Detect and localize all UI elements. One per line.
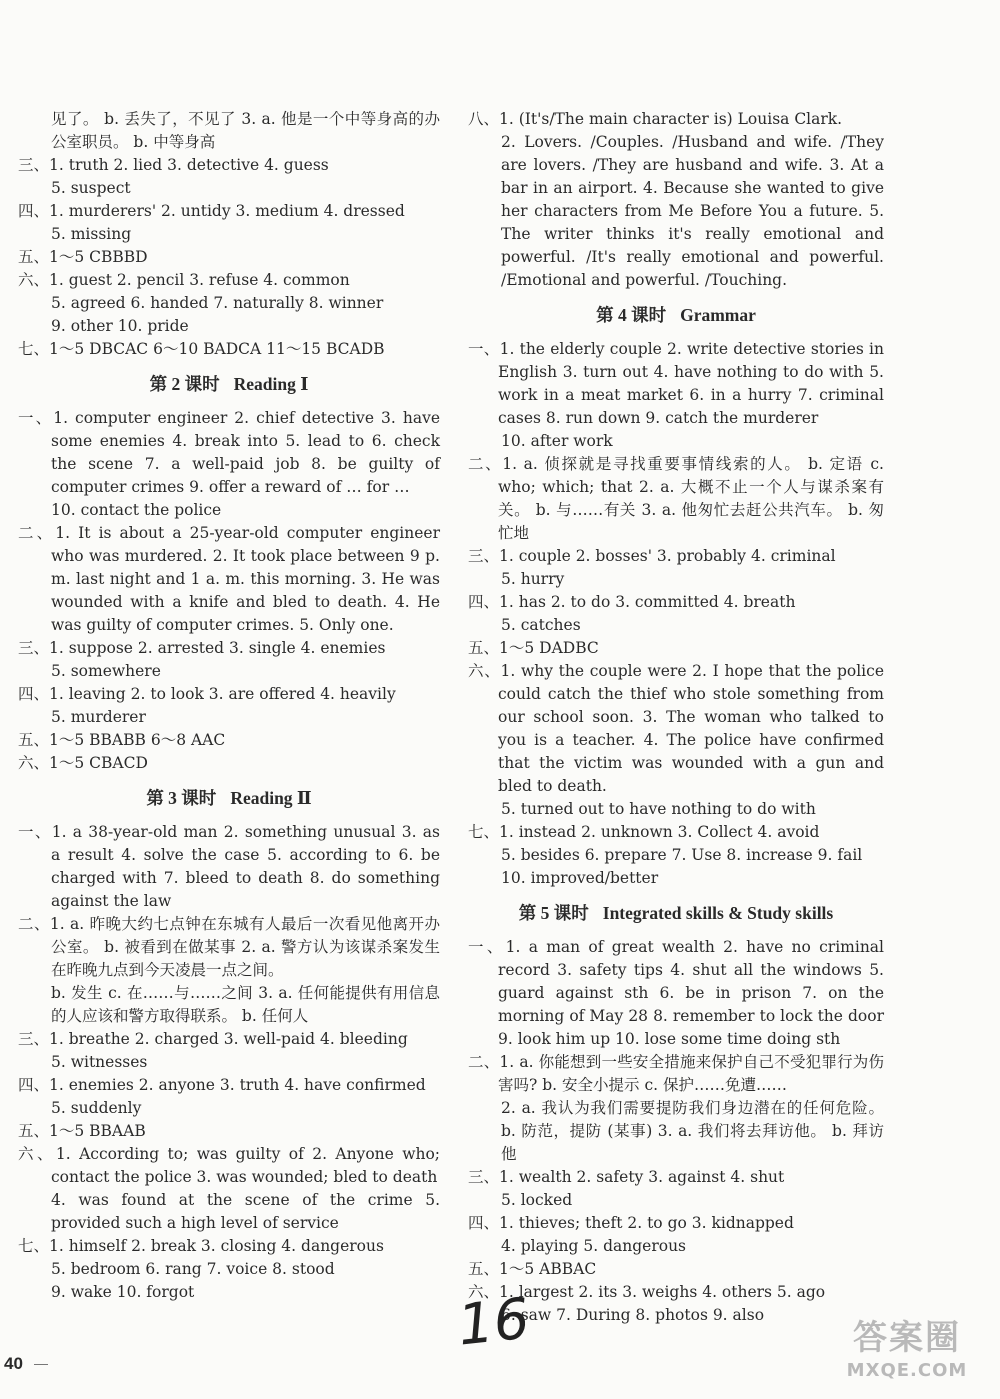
answer-line: 5. witnesses (51, 1053, 148, 1071)
answer-line: 三、1. wealth 2. safety 3. against 4. shut (468, 1168, 785, 1186)
answer-line: 四、1. leaving 2. to look 3. are offered 4. heavily (18, 685, 396, 703)
answer-line: 一、1. the elderly couple 2. write detective stories in English 3. turn out 4. have nothing to do with 5. work in a meat market 6. in a hurry 7. criminal cases 8. run down 9. catch the murderer (468, 340, 884, 427)
page-number: 40 (4, 1354, 23, 1373)
answer-line: 5. missing (51, 225, 132, 243)
answer-line: 二、1. It is about a 25-year-old computer engineer who was murdered. 2. It took place between 9 p. m. last night and 1 a. m. this morning. 3. He was wounded with a knife and bled to death. 4. He was guilty of computer crimes. 5. Only one. (18, 524, 440, 634)
answer-line: 5. agreed 6. handed 7. naturally 8. winner (51, 294, 384, 312)
answer-line: 七、1. himself 2. break 3. closing 4. dangerous (18, 1237, 384, 1255)
section-heading-lesson: 第 2 课时 (149, 374, 220, 394)
answer-line: 四、1. murderers' 2. untidy 3. medium 4. dressed (18, 202, 405, 220)
page-number-rule (34, 1364, 48, 1365)
answer-line: 六、1. According to; was guilty of 2. Anyone who; contact the police 3. was wounded; bled to death (18, 1145, 440, 1186)
section-heading (468, 898, 884, 928)
section-heading-title: Grammar (680, 305, 756, 325)
answer-line: 2. Lovers. /Couples. /Husband and wife. /They are lovers. /They are husband and wife. 3. At a bar in an airport. 4. Because she wanted to give her characters from Me Before You a future. 5. The writer thinks it's really emotional and powerful. /It's really emotional and powerful. /Emotional and powerful. /Touching. (501, 133, 884, 289)
watermark-bottom-text: MXQE.COM (846, 1360, 968, 1381)
answer-line: 四、1. thieves; theft 2. to go 3. kidnapped (468, 1214, 794, 1232)
answer-line: 六、1. largest 2. its 3. weighs 4. others 5. ago (468, 1283, 826, 1301)
answer-line: 5. bedroom 6. rang 7. voice 8. stood (51, 1260, 335, 1278)
section-heading-lesson: 第 4 课时 (596, 305, 667, 325)
answer-line: 10. after work (501, 432, 613, 450)
answer-line: 七、1～5 DBCAC 6～10 BADCA 11～15 BCADB (18, 340, 385, 358)
section-heading-title: Reading Ⅱ (230, 788, 312, 808)
answer-line: 八、1. (It's/The main character is) Louisa Clark. (468, 110, 843, 128)
answer-line: 5. murderer (51, 708, 146, 726)
answer-line: 10. improved/better (501, 869, 659, 887)
answer-line: 5. somewhere (51, 662, 161, 680)
answer-line: 三、1. truth 2. lied 3. detective 4. guess (18, 156, 329, 174)
answer-line: 四、1. enemies 2. anyone 3. truth 4. have confirmed (18, 1076, 426, 1094)
answer-line: 五、1～5 BBABB 6～8 AAC (18, 731, 226, 749)
section-heading-lesson: 第 5 课时 (518, 903, 589, 923)
answer-line: 5. turned out to have nothing to do with (501, 800, 816, 818)
answer-line: 二、1. a. 你能想到一些安全措施来保护自己不受犯罪行为伤害吗? b. 安全小提示 c. 保护……免遭…… (468, 1053, 884, 1094)
answer-line: 六、1～5 CBACD (18, 754, 148, 772)
answer-line: 4. playing 5. dangerous (501, 1237, 687, 1255)
answer-line: 四、1. has 2. to do 3. committed 4. breath (468, 593, 796, 611)
left-column (18, 108, 440, 1304)
watermark-logo (832, 1316, 982, 1388)
section-heading (468, 300, 884, 330)
answer-line: b. 发生 c. 在……与……之间 3. a. 任何能提供有用信息的人应该和警方取得联系。 b. 任何人 (51, 984, 440, 1025)
answer-line: 5. catches (501, 616, 581, 634)
answer-line: 9. other 10. pride (51, 317, 189, 335)
answer-line: 六、1. why the couple were 2. I hope that the police could catch the thief who stole something from our school soon. 3. The woman who talked to you is a teacher. 4. The police have confirmed that the victim was wounded with a gun and bled to death. (468, 662, 884, 795)
section-heading-title: Integrated skills & Study skills (602, 903, 834, 923)
answer-line: 5. hurry (501, 570, 565, 588)
answer-line: 6. saw 7. During 8. photos 9. also (501, 1306, 765, 1324)
handwritten-mark: 16 (454, 1286, 533, 1359)
answer-line: 二、1. a. 侦探就是寻找重要事情线索的人。 b. 定语 c. who; which; that 2. a. 大概不止一个人与谋杀案有关。 b. 与……有关 3. a. 他匆忙去赶公共汽车。 b. 匆忙地 (468, 455, 884, 542)
section-heading (18, 783, 440, 813)
answer-line: 4. was found at the scene of the crime 5. provided such a high level of service (51, 1191, 440, 1232)
answer-line: 七、1. instead 2. unknown 3. Collect 4. avoid (468, 823, 820, 841)
answer-line: 五、1～5 BBAAB (18, 1122, 146, 1140)
section-heading-lesson: 第 3 课时 (146, 788, 217, 808)
section-heading (18, 369, 440, 399)
answer-line: 三、1. breathe 2. charged 3. well-paid 4. bleeding (18, 1030, 408, 1048)
answer-line: 5. locked (501, 1191, 573, 1209)
answer-line: 五、1～5 DADBC (468, 639, 599, 657)
answer-line: 9. wake 10. forgot (51, 1283, 195, 1301)
answer-line: 五、1～5 ABBAC (468, 1260, 597, 1278)
answer-line: 三、1. suppose 2. arrested 3. single 4. enemies (18, 639, 386, 657)
watermark-top-text: 答案圈 (853, 1318, 961, 1358)
answer-line: 5. suspect (51, 179, 131, 197)
answer-line: 2. a. 我认为我们需要提防我们身边潜在的任何危险。 b. 防范，提防 (某事) 3. a. 我们将去拜访他。 b. 拜访他 (501, 1099, 884, 1163)
answer-line: 五、1～5 CBBBD (18, 248, 148, 266)
answer-line: 一、1. a 38-year-old man 2. something unusual 3. as a result 4. solve the case 5. according to 6. be charged with 7. bleed to death 8. do something against the law (18, 823, 440, 910)
answer-line: 一、1. computer engineer 2. chief detective 3. have some enemies 4. break into 5. lead to 6. check the scene 7. a well-paid job 8. be guilty of computer crimes 9. offer a reward of … for … (18, 409, 440, 496)
answer-line: 5. besides 6. prepare 7. Use 8. increase 9. fail (501, 846, 863, 864)
answer-line: 10. contact the police (51, 501, 222, 519)
answer-line: 5. suddenly (51, 1099, 142, 1117)
answer-line: 一、1. a man of great wealth 2. have no criminal record 3. safety tips 4. shut all the windows 5. guard against sth 6. be in prison 7. on the morning of May 28 8. remember to lock the door 9. look him up 10. lose some time doing sth (468, 938, 884, 1048)
answer-line: 六、1. guest 2. pencil 3. refuse 4. common (18, 271, 350, 289)
answer-line: 见了。 b. 丢失了，不见了 3. a. 他是一个中等身高的办公室职员。 b. 中等身高 (51, 110, 440, 151)
right-column (468, 108, 884, 1327)
section-heading-title: Reading Ⅰ (233, 374, 309, 394)
answer-line: 二、1. a. 昨晚大约七点钟在东城有人最后一次看见他离开办公室。 b. 被看到在做某事 2. a. 警方认为该谋杀案发生在昨晚九点到今天凌晨一点之间。 (18, 915, 440, 979)
answer-line: 三、1. couple 2. bosses' 3. probably 4. criminal (468, 547, 836, 565)
